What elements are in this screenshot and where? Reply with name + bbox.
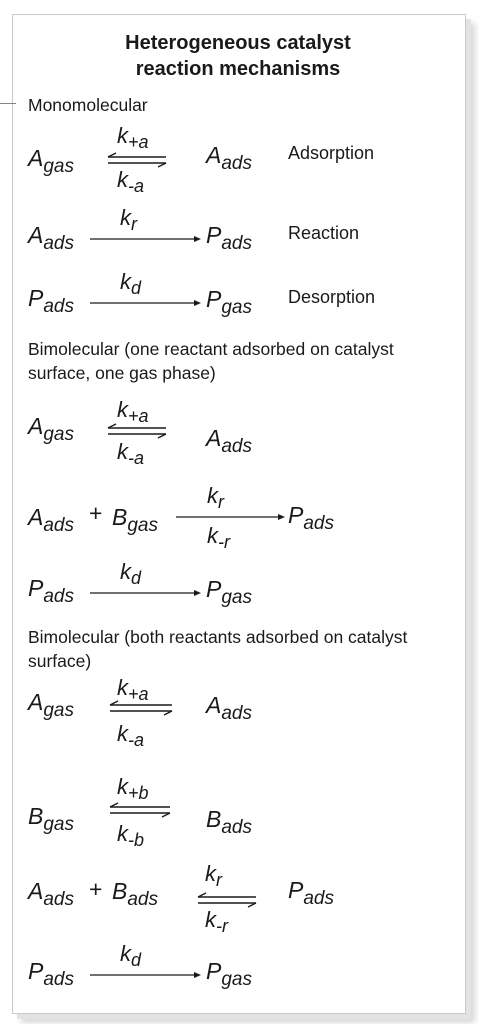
species-p-ads: $P_{ads}$ (28, 285, 74, 317)
title-line-2: reaction mechanisms (135, 58, 341, 80)
species-a-ads: $A_{ads}$ (28, 878, 74, 910)
forward-arrow (90, 588, 202, 598)
plus-sign: + (89, 500, 103, 526)
species-a-ads: $A_{ads}$ (28, 222, 74, 254)
rate-constant-k-d: $k_d$ (120, 269, 142, 298)
species-b-gas: $B_{gas}$ (28, 803, 74, 835)
species-b-ads: $B_{ads}$ (112, 878, 158, 910)
species-a-ads: $A_{ads}$ (206, 425, 252, 457)
species-a-ads: $A_{ads}$ (206, 692, 252, 724)
section-monomolecular-heading: Monomolecular (28, 95, 148, 115)
accent-rule (0, 103, 16, 104)
section-bimolecular-one-adsorbed-heading-line-2: surface, one gas phase) (28, 363, 216, 383)
section-bimolecular-one-adsorbed-heading-line-1: Bimolecular (one reactant adsorbed on catalyst (28, 339, 394, 359)
species-a-ads: $A_{ads}$ (28, 504, 74, 536)
equilibrium-arrow (106, 424, 168, 438)
rate-constant-k-minus-a: $k_{-a}$ (117, 721, 145, 750)
species-p-ads: $P_{ads}$ (206, 222, 252, 254)
title-line-1: Heterogeneous catalyst (125, 32, 351, 54)
rate-constant-k-plus-a: $k_{+a}$ (117, 675, 149, 704)
forward-arrow (176, 512, 286, 522)
rate-constant-k-r: $k_r$ (207, 483, 224, 512)
rate-constant-k-d: $k_d$ (120, 941, 142, 970)
equilibrium-arrow (108, 701, 174, 715)
label-reaction: Reaction (288, 223, 360, 243)
rate-constant-k-plus-b: $k_{+b}$ (117, 774, 149, 803)
equilibrium-arrow (106, 153, 168, 167)
species-a-gas: $A_{gas}$ (28, 689, 74, 721)
forward-arrow (90, 298, 202, 308)
section-bimolecular-both-adsorbed-heading-line-2: surface) (28, 651, 92, 671)
species-p-gas: $P_{gas}$ (206, 958, 252, 990)
plus-sign: + (89, 876, 103, 902)
rate-constant-k-minus-a: $k_{-a}$ (117, 167, 145, 196)
equilibrium-arrow (196, 893, 258, 907)
rate-constant-k-d: $k_d$ (120, 559, 142, 588)
section-bimolecular-both-adsorbed-heading-line-1: Bimolecular (both reactants adsorbed on catalyst (28, 627, 408, 647)
rate-constant-k-minus-a: $k_{-a}$ (117, 439, 145, 468)
equilibrium-arrow (108, 803, 172, 817)
rate-constant-k-minus-r: $k_{-r}$ (205, 907, 228, 936)
forward-arrow (90, 234, 202, 244)
species-b-gas: $B_{gas}$ (112, 504, 158, 536)
rate-constant-k-minus-b: $k_{-b}$ (117, 821, 145, 850)
rate-constant-k-minus-r: $k_{-r}$ (207, 523, 230, 552)
rate-constant-k-r: $k_r$ (120, 205, 137, 234)
species-p-gas: $P_{gas}$ (206, 286, 252, 318)
label-adsorption: Adsorption (288, 143, 375, 163)
rate-constant-k-plus-a: $k_{+a}$ (117, 123, 149, 152)
species-p-ads: $P_{ads}$ (28, 575, 74, 607)
rate-constant-k-plus-a: $k_{+a}$ (117, 397, 149, 426)
species-p-gas: $P_{gas}$ (206, 576, 252, 608)
species-a-gas: $A_{gas}$ (28, 145, 74, 177)
label-desorption: Desorption (288, 287, 376, 307)
species-a-gas: $A_{gas}$ (28, 413, 74, 445)
species-p-ads: $P_{ads}$ (28, 958, 74, 990)
species-p-ads: $P_{ads}$ (288, 502, 334, 534)
species-b-ads: $B_{ads}$ (206, 806, 252, 838)
forward-arrow (90, 970, 202, 980)
species-a-ads: $A_{ads}$ (206, 142, 252, 174)
rate-constant-k-r: $k_r$ (205, 861, 222, 890)
species-p-ads: $P_{ads}$ (288, 877, 334, 909)
